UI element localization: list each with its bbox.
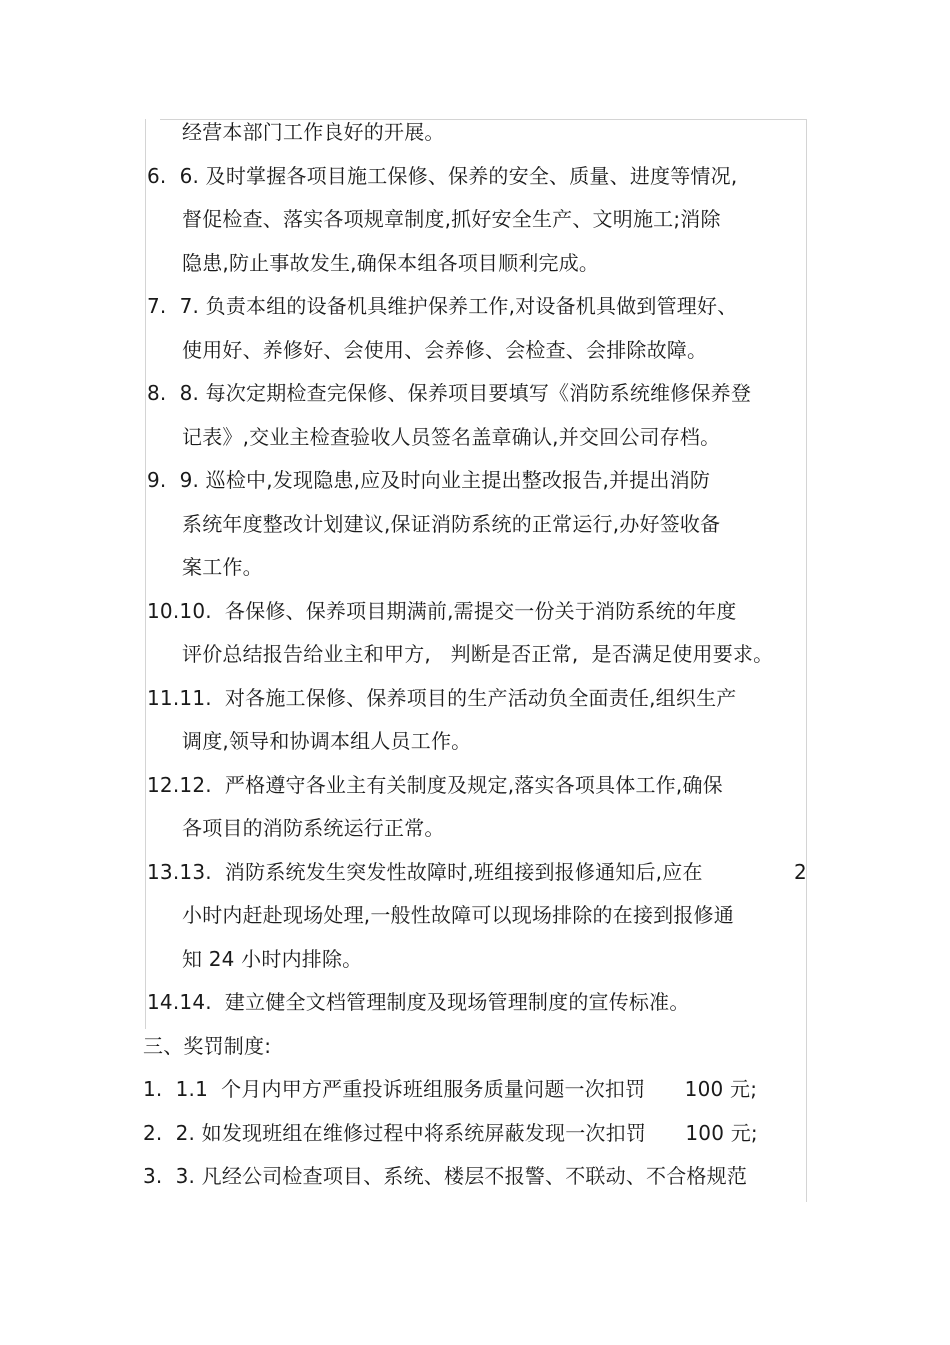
text-line: 小时内赶赴现场处理,一般性故障可以现场排除的在接到报修通: [182, 903, 734, 927]
text-line: 使用好、养修好、会使用、会养修、会检查、会排除故障。: [182, 338, 708, 362]
list-item-6: 6. 6. 及时掌握各项目施工保修、保养的安全、质量、进度等情况,: [147, 164, 738, 188]
list-item-8: 8. 8. 每次定期检查完保修、保养项目要填写《消防系统维修保养登: [147, 381, 752, 405]
text-line: 知 24 小时内排除。: [182, 947, 363, 971]
text-line: 案工作。: [182, 555, 263, 579]
text-line: 隐患,防止事故发生,确保本组各项目顺利完成。: [182, 251, 600, 275]
section-heading: 三、奖罚制度:: [143, 1034, 272, 1058]
list-item-11: 11.11. 对各施工保修、保养项目的生产活动负全面责任,组织生产: [147, 686, 737, 710]
text-line: 督促检查、落实各项规章制度,抓好安全生产、文明施工;消除: [182, 207, 721, 231]
list-item-7: 7. 7. 负责本组的设备机具维护保养工作,对设备机具做到管理好、: [147, 294, 738, 318]
text-line: 调度,领导和协调本组人员工作。: [182, 729, 472, 753]
text-line: 记表》,交业主检查验收人员签名盖章确认,并交回公司存档。: [182, 425, 721, 449]
list-item-1: 1. 1.1 个月内甲方严重投诉班组服务质量问题一次扣罚 100 元;: [143, 1077, 758, 1101]
text-line: 各项目的消防系统运行正常。: [182, 816, 445, 840]
text-line: 系统年度整改计划建议,保证消防系统的正常运行,办好签收备: [182, 512, 721, 536]
list-item-3: 3. 3. 凡经公司检查项目、系统、楼层不报警、不联动、不合格规范: [143, 1164, 748, 1188]
list-item-9: 9. 9. 巡检中,发现隐患,应及时向业主提出整改报告,并提出消防: [147, 468, 711, 492]
list-item-13: 13.13. 消防系统发生突发性故障时,班组接到报修通知后,应在: [147, 860, 703, 884]
list-item-2: 2. 2. 如发现班组在维修过程中将系统屏蔽发现一次扣罚 100 元;: [143, 1121, 758, 1145]
page-border-right: [806, 119, 807, 1202]
list-item-12: 12.12. 严格遵守各业主有关制度及规定,落实各项具体工作,确保: [147, 773, 723, 797]
page-border-left: [145, 119, 146, 1029]
list-item-14: 14.14. 建立健全文档管理制度及现场管理制度的宣传标准。: [147, 990, 690, 1014]
list-item-10: 10.10. 各保修、保养项目期满前,需提交一份关于消防系统的年度: [147, 599, 737, 623]
text-fragment: 2: [794, 860, 807, 884]
text-line: 经营本部门工作良好的开展。: [182, 120, 445, 144]
text-line: 评价总结报告给业主和甲方, 判断是否正常, 是否满足使用要求。: [182, 642, 774, 666]
